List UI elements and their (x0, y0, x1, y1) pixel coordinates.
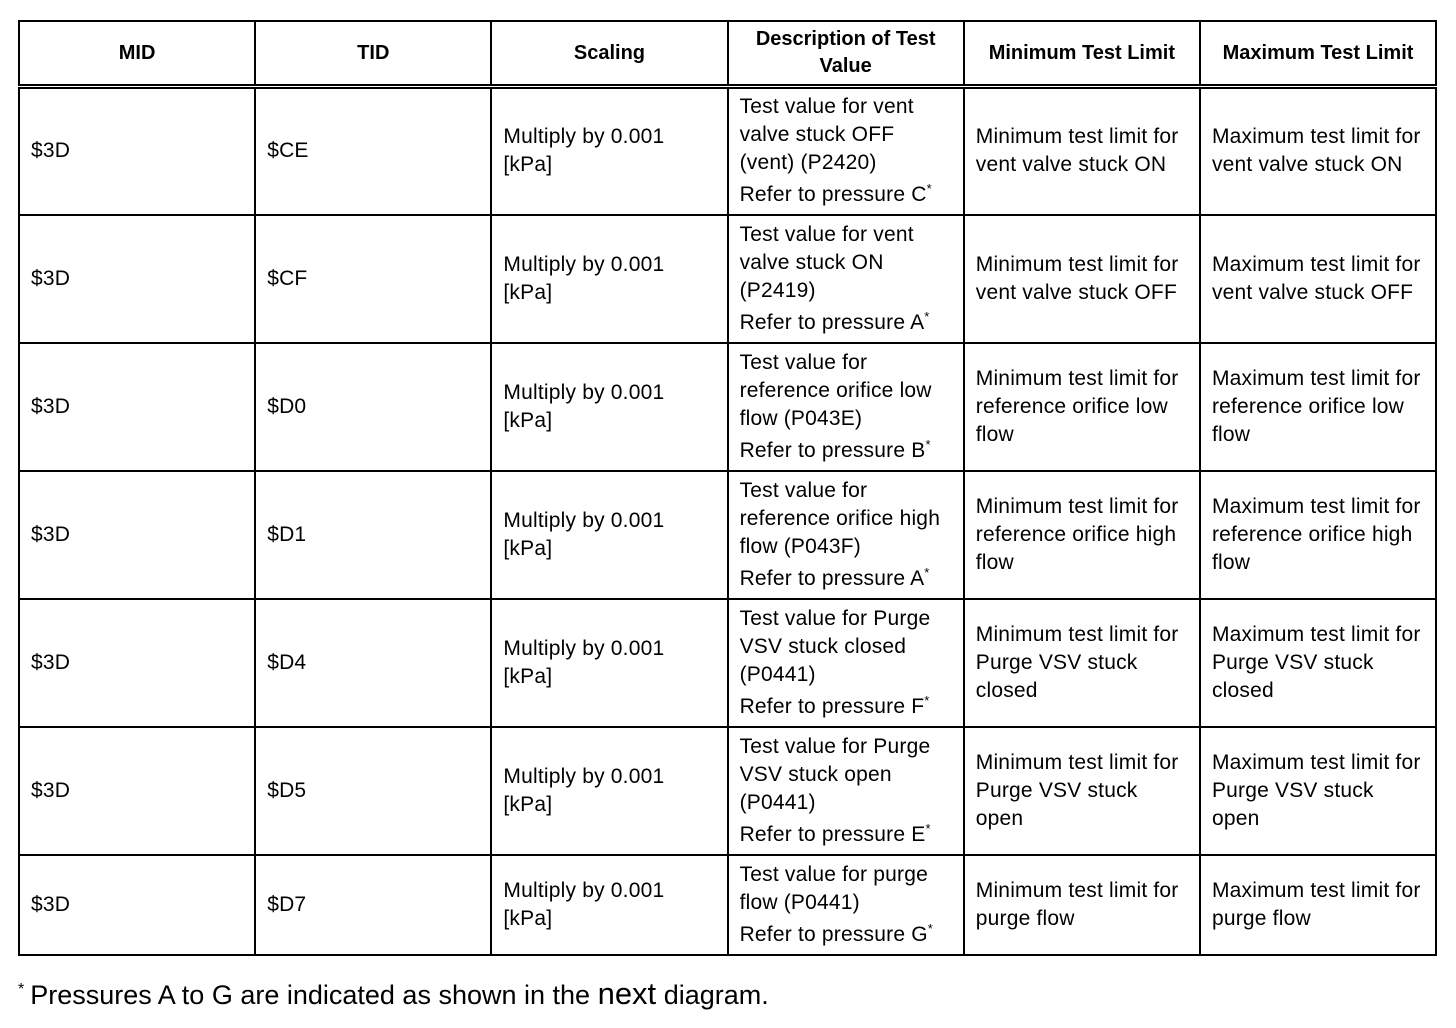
pressure-reference: Refer to pressure A* (739, 308, 930, 334)
table-row (19, 727, 1436, 855)
cell-min-limit: Minimum test limit for Purge VSV stuck closed (964, 599, 1200, 727)
cell-tid: $D7 (255, 855, 491, 955)
cell-max-limit: Maximum test limit for vent valve stuck ON (1200, 87, 1436, 215)
cell-max-limit: Maximum test limit for purge flow (1200, 855, 1436, 955)
cell-max-limit: Maximum test limit for vent valve stuck OFF (1200, 215, 1436, 343)
cell-description (728, 87, 964, 215)
cell-scaling: Multiply by 0.001 [kPa] (491, 343, 727, 471)
header-max-limit: Maximum Test Limit (1200, 21, 1436, 87)
cell-min-limit: Minimum test limit for reference orifice low flow (964, 343, 1200, 471)
footnote-marker: * (927, 920, 934, 936)
cell-mid: $3D (19, 87, 255, 215)
header-description: Description of Test Value (728, 21, 964, 87)
description-text: Test value for reference orifice low flow (P043E) (739, 350, 932, 430)
cell-tid: $D4 (255, 599, 491, 727)
footnote-text: Pressures A to G are indicated as shown in the (30, 980, 591, 1010)
cell-scaling: Multiply by 0.001 [kPa] (491, 727, 727, 855)
cell-max-limit: Maximum test limit for Purge VSV stuck open (1200, 727, 1436, 855)
header-mid: MID (19, 21, 255, 87)
table-row (19, 599, 1436, 727)
pressure-reference: Refer to pressure B* (739, 436, 931, 462)
footnote-text-end: diagram. (663, 980, 769, 1010)
description-text: Test value for Purge VSV stuck closed (P0441) (739, 606, 931, 686)
cell-max-limit: Maximum test limit for Purge VSV stuck closed (1200, 599, 1436, 727)
description-text: Test value for reference orifice high flow (P043F) (739, 478, 941, 558)
cell-min-limit: Minimum test limit for vent valve stuck ON (964, 87, 1200, 215)
cell-tid: $CF (255, 215, 491, 343)
description-text: Test value for Purge VSV stuck open (P0441) (739, 734, 931, 814)
table-row (19, 215, 1436, 343)
cell-tid: $D0 (255, 343, 491, 471)
cell-description (728, 727, 964, 855)
footnote (18, 976, 769, 1013)
description-text: Test value for purge flow (P0441) (739, 862, 928, 914)
table-row (19, 343, 1436, 471)
cell-scaling: Multiply by 0.001 [kPa] (491, 471, 727, 599)
cell-mid: $3D (19, 599, 255, 727)
footnote-marker: * (18, 981, 25, 998)
footnote-marker: * (924, 308, 930, 324)
cell-tid: $CE (255, 87, 491, 215)
pressure-reference: Refer to pressure E* (739, 820, 931, 846)
cell-min-limit: Minimum test limit for reference orifice high flow (964, 471, 1200, 599)
footnote-marker: * (925, 820, 931, 836)
footnote-marker: * (924, 564, 930, 580)
cell-description (728, 855, 964, 955)
description-text: Test value for vent valve stuck OFF (vent) (P2420) (739, 95, 914, 175)
cell-scaling: Multiply by 0.001 [kPa] (491, 855, 727, 955)
footnote-marker: * (926, 181, 932, 197)
header-tid: TID (255, 21, 491, 87)
cell-scaling: Multiply by 0.001 [kPa] (491, 599, 727, 727)
cell-max-limit: Maximum test limit for reference orifice high flow (1200, 471, 1436, 599)
table-row (19, 87, 1436, 215)
pressure-reference: Refer to pressure C* (739, 181, 932, 207)
pressure-reference: Refer to pressure G* (739, 920, 934, 946)
cell-description (728, 215, 964, 343)
cell-mid: $3D (19, 215, 255, 343)
cell-description (728, 343, 964, 471)
pressure-reference: Refer to pressure F* (739, 692, 930, 718)
test-limits-table (18, 20, 1437, 956)
cell-mid: $3D (19, 471, 255, 599)
cell-min-limit: Minimum test limit for Purge VSV stuck open (964, 727, 1200, 855)
cell-description (728, 599, 964, 727)
cell-mid: $3D (19, 727, 255, 855)
footnote-marker: * (924, 692, 930, 708)
cell-tid: $D5 (255, 727, 491, 855)
header-min-limit: Minimum Test Limit (964, 21, 1200, 87)
cell-scaling: Multiply by 0.001 [kPa] (491, 87, 727, 215)
cell-max-limit: Maximum test limit for reference orifice low flow (1200, 343, 1436, 471)
cell-min-limit: Minimum test limit for vent valve stuck OFF (964, 215, 1200, 343)
footnote-emphasis: next (597, 976, 657, 1011)
cell-mid: $3D (19, 855, 255, 955)
cell-description (728, 471, 964, 599)
table-row (19, 855, 1436, 955)
header-scaling: Scaling (491, 21, 727, 87)
table-row (19, 471, 1436, 599)
cell-scaling: Multiply by 0.001 [kPa] (491, 215, 727, 343)
cell-min-limit: Minimum test limit for purge flow (964, 855, 1200, 955)
footnote-marker: * (925, 436, 931, 452)
pressure-reference: Refer to pressure A* (739, 564, 930, 590)
cell-tid: $D1 (255, 471, 491, 599)
header-row (19, 21, 1436, 87)
description-text: Test value for vent valve stuck ON (P2419) (739, 222, 914, 302)
cell-mid: $3D (19, 343, 255, 471)
